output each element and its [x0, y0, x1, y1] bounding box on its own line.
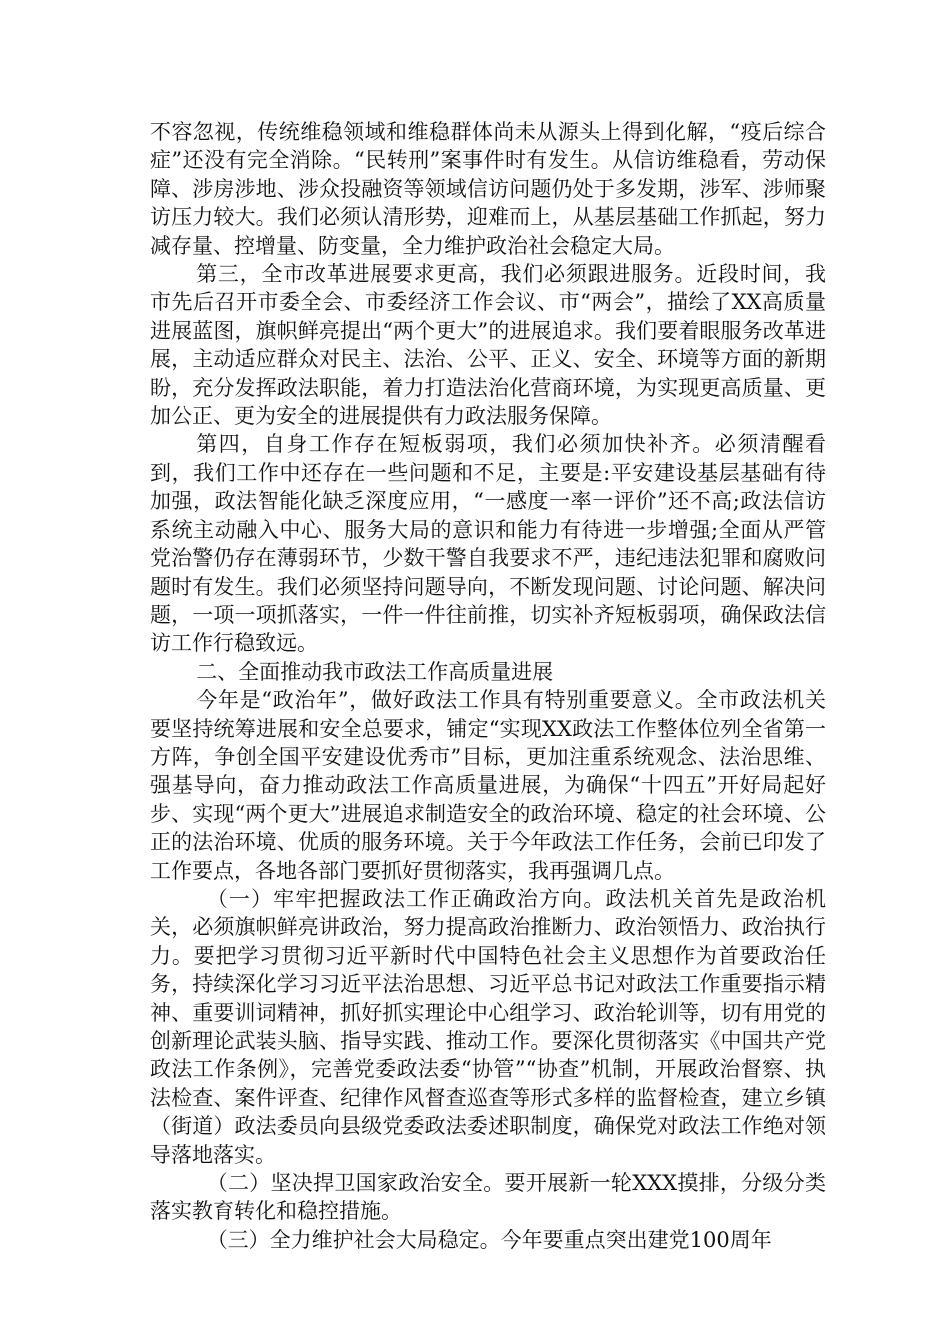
paragraph-continuation: 不容忽视，传统维稳领域和维稳群体尚未从源头上得到化解，“疫后综合症”还没有完全消除。“民转刑”案事件时有发生。从信访维稳看，劳动保障、涉房涉地、涉众投融资等领域信访问题仍处于多发期，涉军、涉师聚访压力较大。我们必须认清形势，迎难而上，从基层基础工作抓起，努力减存量、控增量、防变量，全力维护政治社会稳定大局。	[150, 120, 826, 258]
paragraph-fourth-point: 第四，自身工作存在短板弱项，我们必须加快补齐。必须清醒看到，我们工作中还存在一些问题和不足，主要是:平安建设基层基础有待加强，政法智能化缺乏深度应用，“一感度一率一评价”还不高;政法信访系统主动融入中心、服务大局的意识和能力有待进一步增强;全面从严管党治警仍存在薄弱环节，少数干警自我要求不严，违纪违法犯罪和腐败问题时有发生。我们必须坚持问题导向，不断发现问题、讨论问题、解决问题，一项一项抓落实，一件一件往前推，切实补齐短板弱项，确保政法信访工作行稳致远。	[150, 432, 826, 656]
section-heading-two: 二、全面推动我市政法工作高质量进展	[196, 659, 554, 684]
paragraph-item-one: （一）牢牢把握政法工作正确政治方向。政法机关首先是政治机关，必须旗帜鲜亮讲政治，努力提高政治推断力、政治领悟力、政治执行力。要把学习贯彻习近平新时代中国特色社会主义思想作为首要政治任务，持续深化学习习近平法治思想、习近平总书记对政法工作重要指示精神、重要训词精神，抓好抓实理论中心组学习、政治轮训等，切有用党的创新理论武装头脑、指导实践、推动工作。要深化贯彻落实《中国共产党政法工作条例》，完善党委政法委“协管”“协查”机制，开展政治督察、执法检查、案件评查、纪律作风督查巡查等形式多样的监督检查，建立乡镇（街道）政法委员向县级党委政法委述职制度，确保党对政法工作绝对领导落地落实。	[150, 886, 826, 1167]
paragraph-political-year: 今年是“政治年”，做好政法工作具有特别重要意义。全市政法机关要坚持统筹进展和安全总要求，铺定“实现XX政法工作整体位列全省第一方阵，争创全国平安建设优秀市”目标，更加注重系统观念、法治思维、强基导向，奋力推动政法工作高质量进展，为确保“十四五”开好局起好步、实现“两个更大”进展追求制造安全的政治环境、稳定的社会环境、公正的法治环境、优质的服务环境。关于今年政法工作任务，会前已印发了工作要点，各地各部门要抓好贯彻落实，我再强调几点。	[150, 688, 826, 883]
paragraph-item-three: （三）全力维护社会大局稳定。今年要重点突出建党100周年	[206, 1227, 772, 1252]
paragraph-third-point: 第三，全市改革进展要求更高，我们必须跟进服务。近段时间，我市先后召开市委全会、市委经济工作会议、市“两会”，描绘了XX高质量进展蓝图，旗帜鲜亮提出“两个更大”的进展追求。我们要着眼服务改革进展，主动适应群众对民主、法治、公平、正义、安全、环境等方面的新期盼，充分发挥政法职能，着力打造法治化营商环境，为实现更高质量、更加公正、更为安全的进展提供有力政法服务保障。	[150, 262, 826, 429]
paragraph-item-two: （二）坚决捍卫国家政治安全。要开展新一轮XXX摸排，分级分类落实教育转化和稳控措施。	[150, 1171, 826, 1224]
document-body	[150, 118, 826, 1254]
